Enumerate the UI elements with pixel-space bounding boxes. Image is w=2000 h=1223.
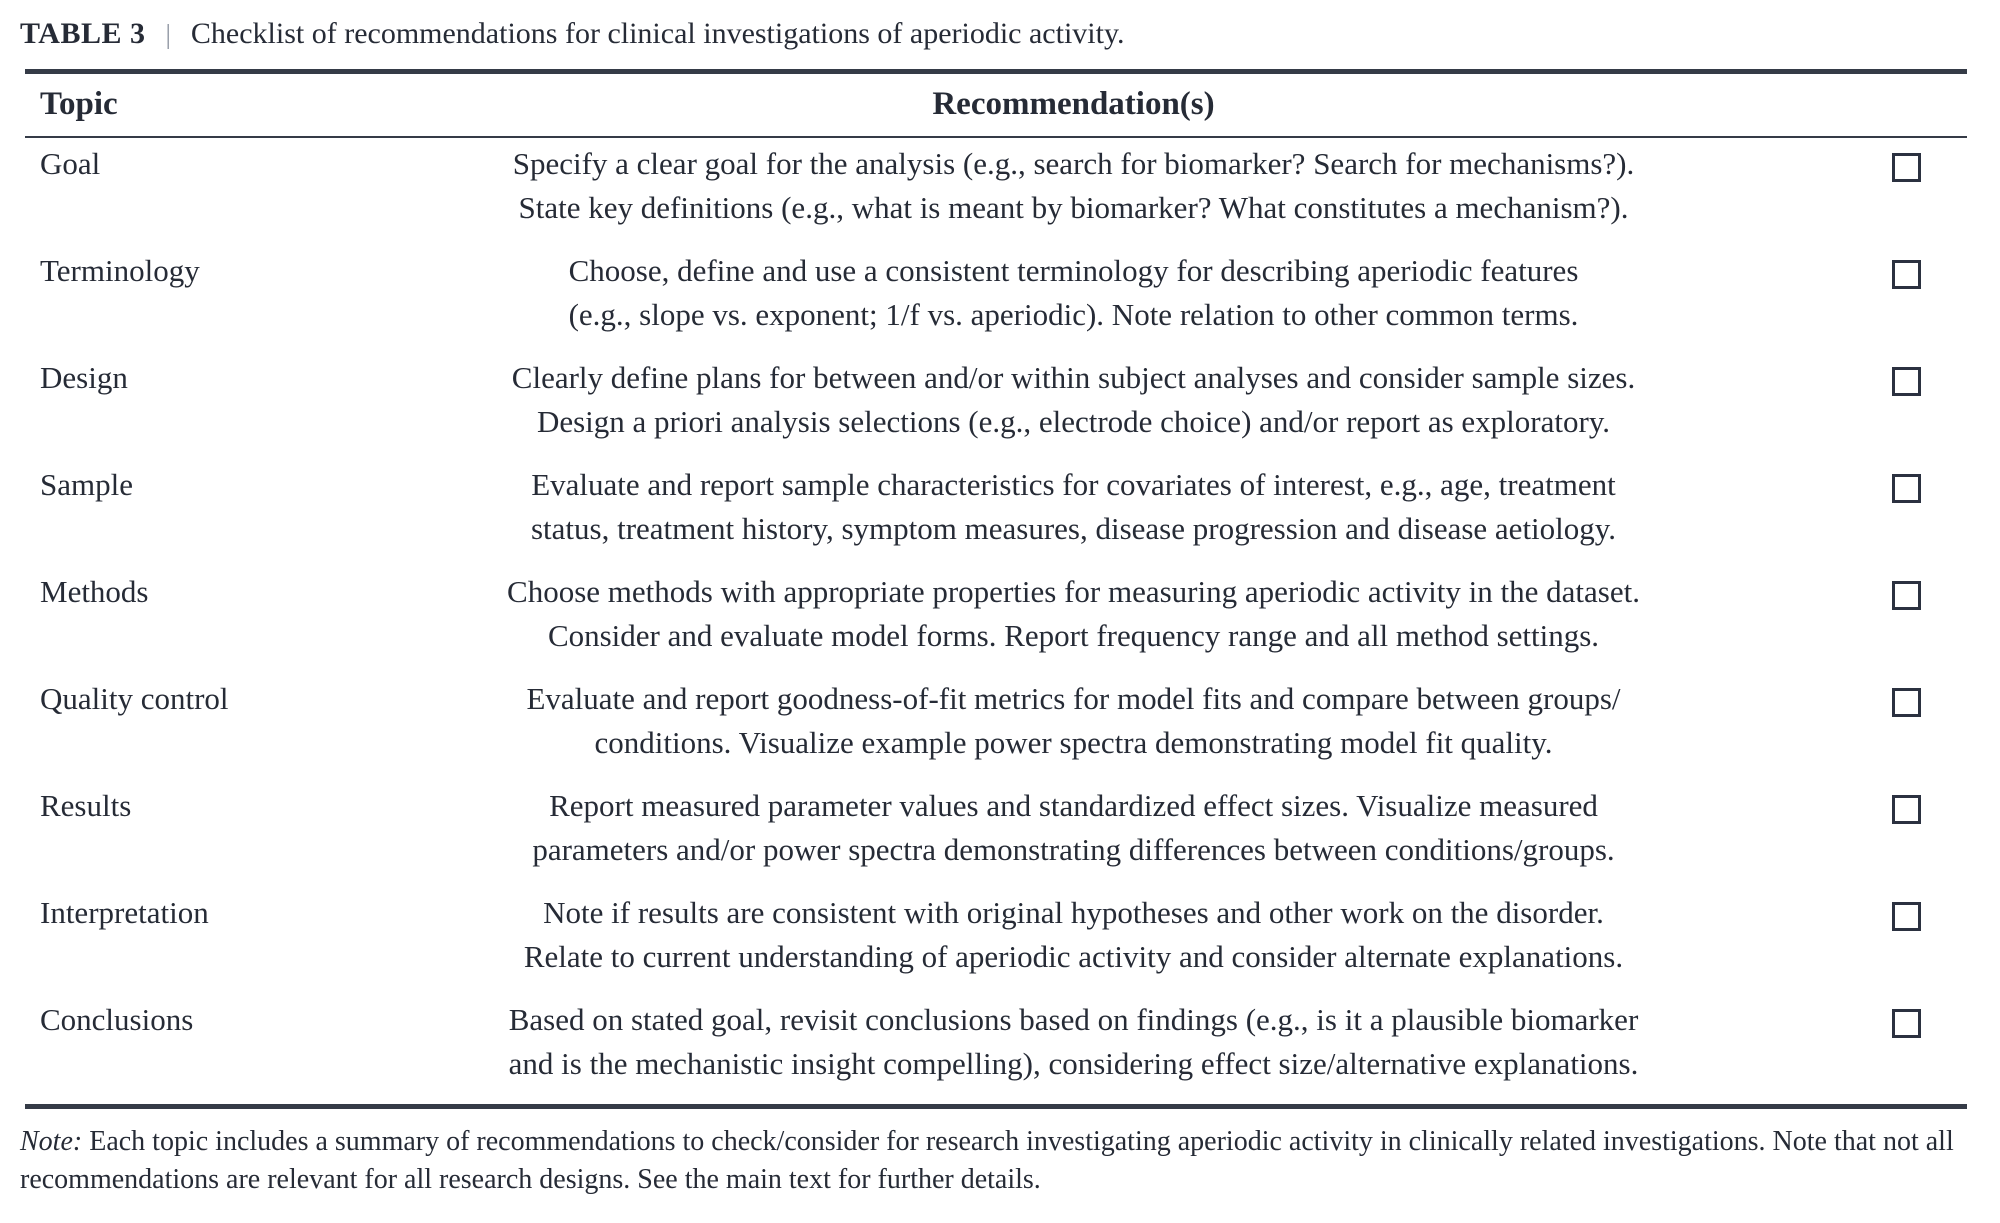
recommendation-line-2: status, treatment history, symptom measures, disease progression and disease aetiology.: [530, 511, 1617, 546]
checkbox-icon: [1892, 1009, 1921, 1038]
table-row-design: [25, 355, 1967, 462]
recommendation-line-2: Consider and evaluate model forms. Report frequency range and all method settings.: [547, 618, 1600, 653]
row-recommendation: [255, 784, 1892, 872]
checkbox-icon: [1892, 795, 1921, 824]
row-topic: Goal: [40, 146, 101, 181]
recommendation-line-1: Evaluate and report sample characteristics for covariates of interest, e.g., age, treatment: [531, 467, 1616, 502]
recommendation-line-1: Specify a clear goal for the analysis (e.g., search for biomarker? Search for mechanisms?).: [512, 146, 1635, 181]
recommendation-line-2: Relate to current understanding of aperiodic activity and consider alternate explanations.: [523, 939, 1624, 974]
table-row-terminology: [25, 248, 1967, 355]
row-checkbox-cell: [1892, 356, 1967, 444]
row-checkbox-cell: [1892, 891, 1967, 979]
recommendation-line-1: Based on stated goal, revisit conclusions based on findings (e.g., is it a plausible biomarker: [508, 1002, 1639, 1037]
recommendation-line-1: Choose methods with appropriate properties for measuring aperiodic activity in the dataset.: [507, 574, 1640, 609]
recommendation-line-2: State key definitions (e.g., what is meant by biomarker? What constitutes a mechanism?).: [518, 190, 1629, 225]
table-row-goal: [25, 141, 1967, 248]
footnote-label: Note:: [20, 1126, 83, 1157]
recommendation-line-2: (e.g., slope vs. exponent; 1/f vs. aperiodic). Note relation to other common terms.: [568, 297, 1579, 332]
checkbox-icon: [1892, 688, 1921, 717]
table-row-quality-control: [25, 676, 1967, 783]
recommendation-line-2: Design a priori analysis selections (e.g., electrode choice) and/or report as exploratory.: [536, 404, 1611, 439]
row-topic: Methods: [40, 574, 149, 609]
recommendation-line-1: Evaluate and report goodness-of-fit metrics for model fits and compare between groups/: [526, 681, 1621, 716]
row-topic: Terminology: [40, 253, 200, 288]
row-checkbox-cell: [1892, 570, 1967, 658]
caption-separator: |: [165, 19, 171, 49]
row-recommendation: [255, 463, 1892, 551]
table-bottom-rule: [25, 1104, 1967, 1109]
header-checkbox-column: [1892, 85, 1967, 123]
checkbox-icon: [1892, 902, 1921, 931]
recommendation-line-2: and is the mechanistic insight compelling), considering effect size/alternative explanations.: [508, 1046, 1639, 1081]
row-recommendation: [255, 142, 1892, 230]
checkbox-icon: [1892, 367, 1921, 396]
checkbox-icon: [1892, 153, 1921, 182]
row-topic: Results: [40, 788, 132, 823]
table-row-sample: [25, 462, 1967, 569]
checkbox-icon: [1892, 260, 1921, 289]
recommendation-line-1: Clearly define plans for between and/or within subject analyses and consider sample sizes.: [511, 360, 1636, 395]
recommendation-line-2: conditions. Visualize example power spectra demonstrating model fit quality.: [594, 725, 1553, 760]
checkbox-icon: [1892, 581, 1921, 610]
recommendation-line-1: Report measured parameter values and standardized effect sizes. Visualize measured: [549, 788, 1598, 823]
row-topic: Conclusions: [40, 1002, 194, 1037]
recommendation-line-2: parameters and/or power spectra demonstrating differences between conditions/groups.: [532, 832, 1615, 867]
row-recommendation: [255, 677, 1892, 765]
table-number-label: TABLE 3: [20, 17, 146, 50]
table-row-interpretation: [25, 890, 1967, 997]
row-checkbox-cell: [1892, 463, 1967, 551]
row-topic: Sample: [40, 467, 133, 502]
table-caption-text: Checklist of recommendations for clinical investigations of aperiodic activity.: [190, 17, 1125, 50]
row-recommendation: [255, 891, 1892, 979]
table-footnote: [20, 1123, 1980, 1199]
row-checkbox-cell: [1892, 998, 1967, 1086]
recommendation-line-1: Choose, define and use a consistent terminology for describing aperiodic features: [568, 253, 1579, 288]
header-recommendation: Recommendation(s): [932, 86, 1215, 122]
checklist-table: [25, 69, 1967, 1109]
row-topic: Interpretation: [40, 895, 209, 930]
table-row-conclusions: [25, 997, 1967, 1104]
row-topic: Design: [40, 360, 128, 395]
row-recommendation: [255, 998, 1892, 1086]
table-body: [25, 138, 1967, 1104]
table-row-results: [25, 783, 1967, 890]
row-checkbox-cell: [1892, 142, 1967, 230]
footnote-text: Each topic includes a summary of recommendations to check/consider for research investigating aperiodic activity in clinically related investigations. Note that not all recommendations are relevant for all research designs. See the main text for further details.: [20, 1126, 1954, 1195]
row-topic: Quality control: [40, 681, 229, 716]
row-checkbox-cell: [1892, 784, 1967, 872]
row-recommendation: [255, 249, 1892, 337]
table-row-methods: [25, 569, 1967, 676]
row-recommendation: [255, 570, 1892, 658]
row-recommendation: [255, 356, 1892, 444]
row-checkbox-cell: [1892, 677, 1967, 765]
header-topic: Topic: [40, 86, 118, 122]
checkbox-icon: [1892, 474, 1921, 503]
recommendation-line-1: Note if results are consistent with original hypotheses and other work on the disorder.: [543, 895, 1604, 930]
row-checkbox-cell: [1892, 249, 1967, 337]
table-header-row: [25, 74, 1967, 136]
table-caption: [0, 0, 2000, 54]
